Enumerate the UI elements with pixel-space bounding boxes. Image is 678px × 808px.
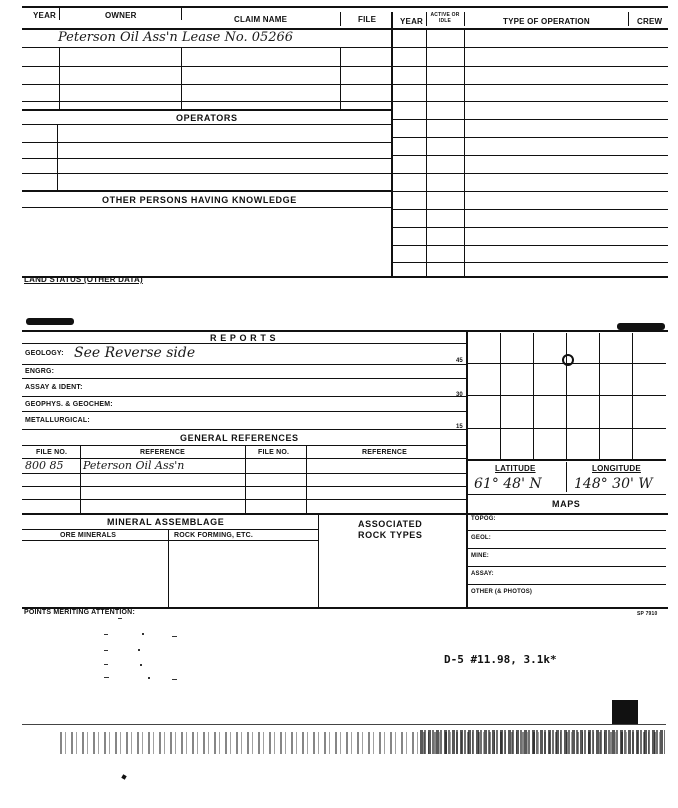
associated-heading: ASSOCIATED — [358, 519, 423, 529]
other-persons-heading: OTHER PERSONS HAVING KNOWLEDGE — [102, 195, 297, 205]
stray-mark — [172, 636, 177, 637]
ore-minerals-label: ORE MINERALS — [60, 532, 117, 539]
stray-mark — [172, 679, 177, 680]
mineral-assemblage-heading: MINERAL ASSEMBLAGE — [107, 517, 225, 527]
col-header-active-idle: ACTIVE OR IDLE — [430, 12, 460, 24]
ref-row1-file: 800 85 — [25, 459, 64, 472]
rock-types-heading: ROCK TYPES — [358, 530, 423, 540]
stray-mark — [121, 774, 126, 779]
ref-col-reference-2: REFERENCE — [362, 449, 407, 456]
maps-mine-label: MINE: — [471, 553, 489, 559]
stray-mark — [104, 650, 108, 651]
scale-30: 30 — [456, 392, 463, 398]
geophys-geochem-label: GEOPHYS. & GEOCHEM: — [25, 401, 113, 408]
stray-mark — [138, 649, 140, 651]
col-header-claim-name: CLAIM NAME — [234, 15, 288, 24]
rock-forming-label: ROCK FORMING, ETC. — [174, 532, 254, 539]
form-number: SP 7910 — [637, 611, 658, 617]
stray-mark — [148, 677, 150, 679]
maps-heading: MAPS — [552, 499, 581, 509]
ref-col-file-no-2: FILE NO. — [258, 449, 290, 456]
stray-mark — [104, 634, 108, 635]
punch-mark-left — [26, 318, 74, 325]
typed-note: D-5 #11.98, 3.1k* — [444, 653, 557, 666]
col-header-file: FILE — [358, 15, 377, 24]
ref-row1-reference: Peterson Oil Ass'n — [83, 459, 185, 472]
assay-ident-label: ASSAY & IDENT: — [25, 384, 83, 391]
longitude-value: 148° 30' W — [574, 476, 653, 492]
punch-mark-right — [617, 323, 665, 330]
longitude-label: LONGITUDE — [592, 464, 641, 473]
latitude-value: 61° 48' N — [474, 476, 542, 492]
col-header-owner: OWNER — [105, 11, 137, 20]
stray-mark — [140, 664, 142, 666]
general-references-heading: GENERAL REFERENCES — [180, 433, 299, 443]
operators-heading: OPERATORS — [176, 113, 238, 123]
black-corner-block — [612, 700, 638, 724]
latitude-label: LATITUDE — [495, 464, 536, 473]
stray-mark — [118, 618, 122, 619]
maps-other-label: OTHER (& PHOTOS) — [471, 589, 533, 595]
reports-heading: R E P O R T S — [210, 333, 277, 343]
points-meriting-attention-label: POINTS MERITING ATTENTION: — [24, 609, 135, 616]
stray-mark — [104, 664, 108, 665]
geology-label: GEOLOGY: — [25, 350, 64, 357]
maps-assay-label: ASSAY: — [471, 571, 494, 577]
owner-claim-entry: Peterson Oil Ass'n Lease No. 05266 — [58, 30, 294, 45]
scan-noise-band-dense — [420, 730, 665, 754]
maps-geol-label: GEOL: — [471, 535, 491, 541]
geology-value: See Reverse side — [74, 345, 196, 361]
scale-45: 45 — [456, 358, 463, 364]
location-marker-icon — [562, 354, 574, 366]
col-header-year: YEAR — [33, 11, 57, 20]
land-status-label: LAND STATUS (OTHER DATA) — [24, 275, 143, 284]
engrg-label: ENGRG: — [25, 368, 55, 375]
col-header-year-2: YEAR — [400, 17, 424, 26]
ref-col-file-no: FILE NO. — [36, 449, 68, 456]
stray-mark — [142, 633, 144, 635]
metallurgical-label: METALLURGICAL: — [25, 417, 90, 424]
stray-mark — [104, 677, 109, 678]
maps-topog-label: TOPOG: — [471, 516, 496, 522]
ref-col-reference: REFERENCE — [140, 449, 185, 456]
col-header-crew: CREW — [637, 17, 663, 26]
col-header-type-of-operation: TYPE OF OPERATION — [503, 17, 590, 26]
scale-15: 15 — [456, 424, 463, 430]
